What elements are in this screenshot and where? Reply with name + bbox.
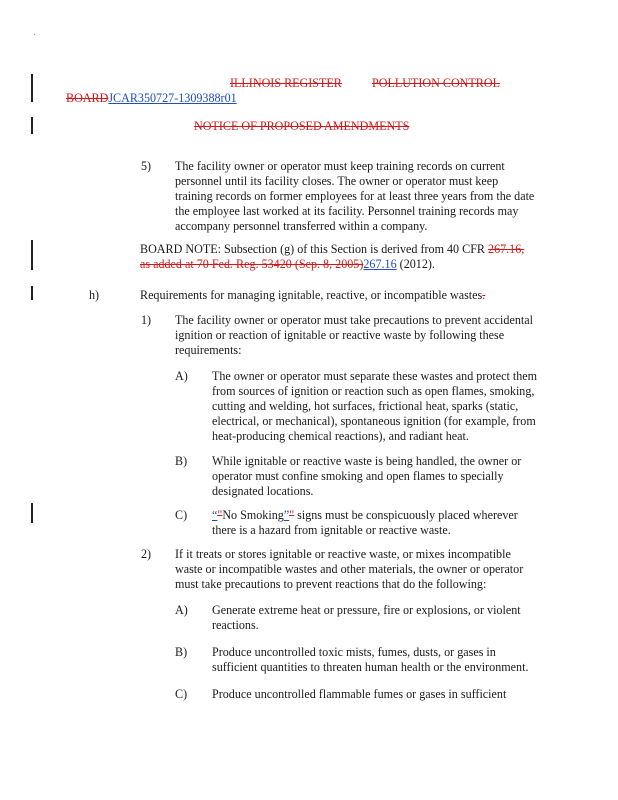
subitem-label: C) [175,508,188,522]
paragraph-line: designated locations. [212,484,314,498]
subitem-label: B) [175,454,188,468]
jcar-code: JCAR350727-1309388r01 [108,91,237,105]
paragraph-line: must take precautions to prevent reactions that do the following: [175,577,487,591]
paragraph-line: Generate extreme heat or pressure, fire or explosions, or violent [212,603,521,617]
register-title: ILLINOIS REGISTER [230,76,342,90]
paragraph-line: sufficient quantities to threaten human health or the environment. [212,660,529,674]
revision-bar [31,286,33,300]
struck-citation: 267.16, [488,242,525,256]
revision-bar [31,117,33,134]
paragraph-line: The owner or operator must separate these wastes and protect them [212,369,538,383]
subitem-label: B) [175,645,188,659]
no-smoking-text: No Smoking [222,508,284,522]
paragraph-line: from sources of ignition or reaction such as open flames, smoking, [212,384,535,398]
section-heading-text: Requirements for managing ignitable, reactive, or incompatible wastes [140,288,483,302]
struck-citation: as added at 70 Fed. Reg. 53420 (Sep. 8, 2005) [140,257,364,271]
paragraph-line: requirements: [175,343,242,357]
inserted-quote: “ [212,508,218,522]
item-number: 2) [141,547,152,561]
item-number: 1) [141,313,152,327]
notice-title: NOTICE OF PROPOSED AMENDMENTS [194,119,410,133]
agency-title: POLLUTION CONTROL [372,76,500,90]
paragraph-line: heat-producing chemical reactions), and radiant heat. [212,429,469,443]
board-note-text: (2012). [396,257,435,271]
subitem-label: A) [175,369,188,383]
paragraph-line: Produce uncontrolled toxic mists, fumes, dusts, or gases in [212,645,496,659]
revision-bar [31,240,33,270]
paragraph-line: training records on former employees for at least three years from the date [175,189,535,203]
inserted-quote: ” [283,508,290,522]
paragraph-text: signs must be conspicuously placed wherever [294,508,518,522]
paragraph-line: waste or incompatible wastes and other materials, the owner or operator [175,562,524,576]
item-number: 5) [141,159,152,173]
paragraph-line: The facility owner or operator must keep training records on current [175,159,505,173]
paragraph-line: cutting and welding, hot surfaces, frictional heat, sparks (static, [212,399,519,413]
no-smoking-line [212,508,518,523]
board-note-text: BOARD NOTE: Subsection (g) of this Section is derived from 40 CFR [140,242,489,256]
paragraph-line: While ignitable or reactive waste is being handled, the owner or [212,454,522,468]
paragraph-line: If it treats or stores ignitable or reactive waste, or mixes incompatible [175,547,511,561]
section-heading [140,288,485,303]
paragraph-line: personnel until its facility closes. The owner or operator must keep [175,174,499,188]
struck-quote: " [217,508,223,522]
paragraph-line: the employee last worked at its facility. Personnel training records may [175,204,519,218]
paragraph-line: there is a hazard from ignitable or reactive waste. [212,523,451,537]
paragraph-line: Produce uncontrolled flammable fumes or gases in sufficient [212,687,507,701]
paragraph-line: operator must confine smoking and open flames to specially [212,469,504,483]
scan-speck [34,34,35,35]
struck-period: . [482,288,486,302]
section-label: h) [89,288,100,302]
board-note-line-2 [140,257,435,272]
board-note-line-1 [140,242,524,257]
paragraph-line: The facility owner or operator must take precautions to prevent accidental [175,313,533,327]
revision-bar [31,74,33,102]
subitem-label: C) [175,687,188,701]
inserted-citation: 267.16 [363,257,397,271]
board-struck-text: BOARD [66,91,109,105]
revision-bar [31,503,33,523]
paragraph-line: accompany personnel transferred within a company. [175,219,428,233]
paragraph-line: ignition or reaction of ignitable or reactive waste by following these [175,328,505,342]
paragraph-line: reactions. [212,618,259,632]
board-jcar-line [66,91,237,106]
subitem-label: A) [175,603,188,617]
paragraph-line: electrical, or mechanical), spontaneous ignition (for example, from [212,414,536,428]
struck-quote: " [289,508,295,522]
